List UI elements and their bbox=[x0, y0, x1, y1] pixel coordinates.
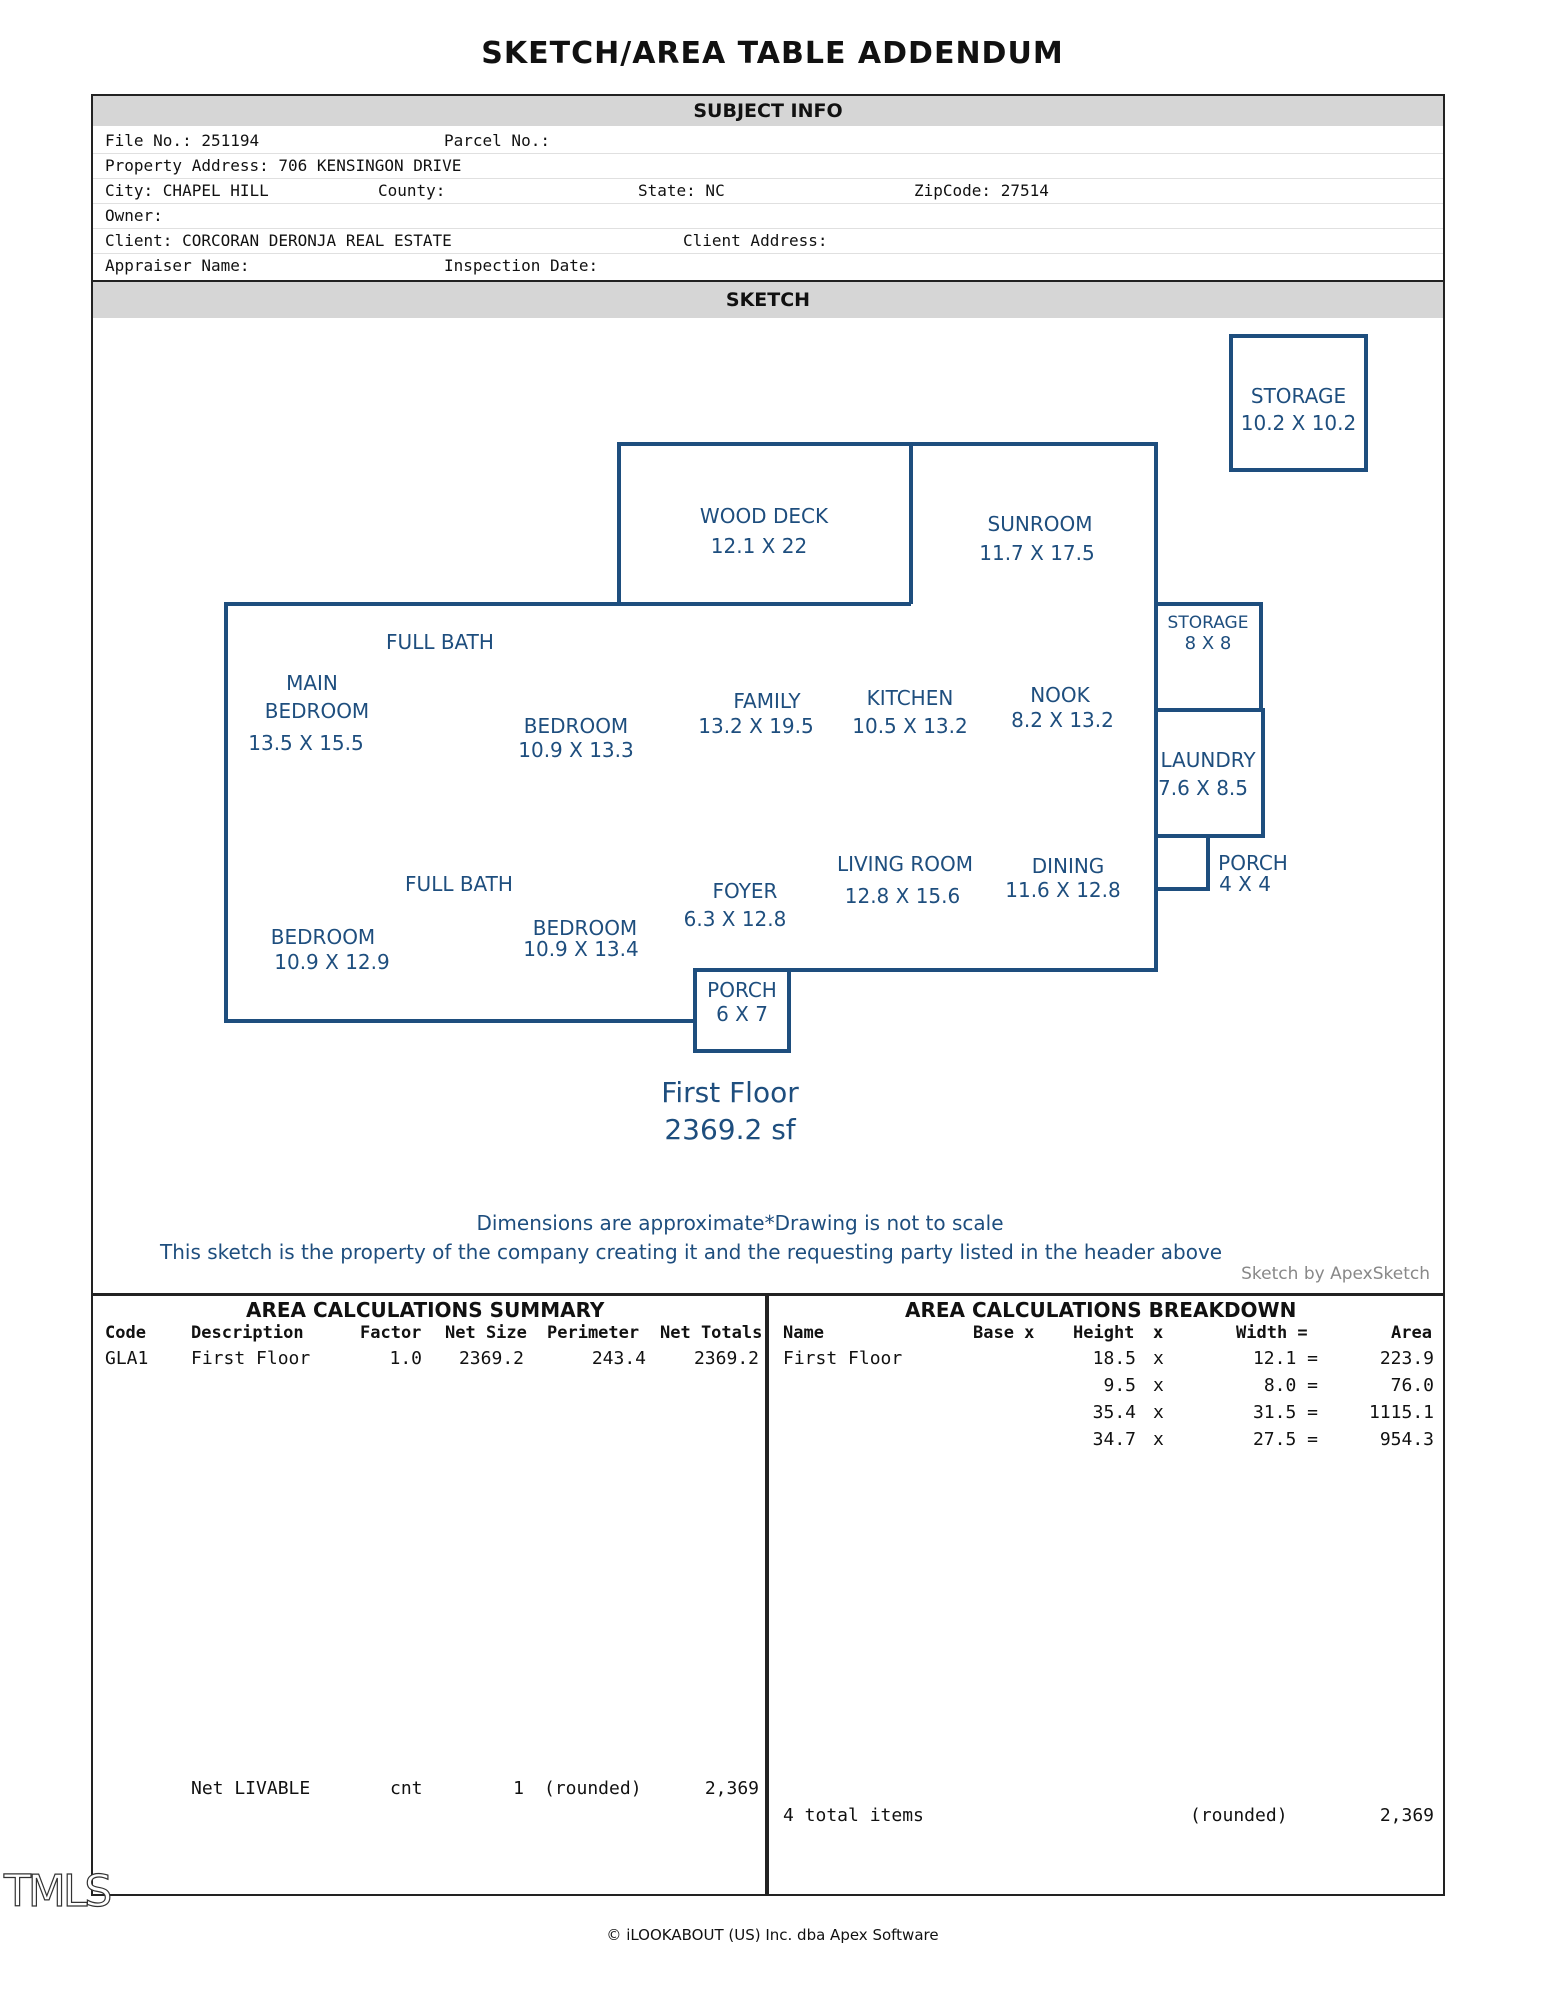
full-bath-2-label: FULL BATH bbox=[405, 872, 513, 896]
breakdown-total-items: 4 total items bbox=[783, 1805, 924, 1826]
laundry-dims: 7.6 X 8.5 bbox=[1157, 776, 1249, 800]
summary-factor: 1.0 bbox=[389, 1348, 422, 1369]
living-room-name: LIVING ROOM bbox=[836, 852, 974, 876]
summary-net-totals: 2369.2 bbox=[693, 1348, 759, 1369]
foyer-dims: 6.3 X 12.8 bbox=[683, 907, 787, 931]
bedroom-2-dims: 10.9 X 13.3 bbox=[518, 738, 634, 762]
nook-dims: 8.2 X 13.2 bbox=[1011, 708, 1114, 732]
dining-dims: 11.6 X 12.8 bbox=[1005, 878, 1121, 902]
sunroom-name: SUNROOM bbox=[987, 512, 1093, 536]
breakdown-col-base: Base x bbox=[973, 1323, 1035, 1343]
property-address: Property Address: 706 KENSINGON DRIVE bbox=[105, 156, 462, 175]
wood-deck-dims: 12.1 X 22 bbox=[710, 534, 808, 558]
breakdown-width: 31.5 = bbox=[1252, 1402, 1318, 1423]
summary-col-factor: Factor bbox=[360, 1323, 422, 1343]
summary-col-description: Description bbox=[191, 1323, 304, 1343]
nook-name: NOOK bbox=[1030, 683, 1090, 707]
summary-col-net-size: Net Size bbox=[445, 1323, 527, 1343]
breakdown-area: 223.9 bbox=[1379, 1348, 1434, 1369]
copyright-footer: © iLOOKABOUT (US) Inc. dba Apex Software bbox=[606, 1926, 939, 1944]
breakdown-name: First Floor bbox=[783, 1348, 903, 1369]
floor-area: 2369.2 sf bbox=[664, 1113, 796, 1146]
file-no: File No.: 251194 bbox=[105, 131, 260, 150]
sketch-note-property: This sketch is the property of the company creating it and the requesting party listed in the header above bbox=[160, 1240, 1223, 1264]
breakdown-col-width: Width = bbox=[1236, 1323, 1308, 1343]
tmls-watermark-logo bbox=[2, 1868, 152, 1912]
breakdown-x: x bbox=[1153, 1348, 1164, 1369]
summary-col-net-totals: Net Totals bbox=[660, 1323, 763, 1343]
main-house-bottom bbox=[789, 710, 1156, 970]
summary-heading: AREA CALCULATIONS SUMMARY bbox=[246, 1298, 605, 1322]
breakdown-col-area: Area bbox=[1391, 1323, 1432, 1343]
laundry-outline bbox=[1156, 710, 1263, 836]
summary-count: 1 bbox=[513, 1778, 524, 1799]
summary-description: First Floor bbox=[191, 1348, 311, 1369]
sketch-credit: Sketch by ApexSketch bbox=[1241, 1264, 1430, 1284]
zipcode: ZipCode: 27514 bbox=[914, 181, 1049, 200]
summary-code: GLA1 bbox=[105, 1348, 149, 1369]
parcel-no: Parcel No.: bbox=[444, 131, 550, 150]
summary-cnt-label: cnt bbox=[390, 1778, 423, 1799]
breakdown-x: x bbox=[1153, 1429, 1164, 1450]
subject-info-header: SUBJECT INFO bbox=[93, 96, 1443, 126]
family-dims: 13.2 X 19.5 bbox=[698, 714, 814, 738]
foyer-name: FOYER bbox=[712, 879, 778, 903]
breakdown-x: x bbox=[1153, 1402, 1164, 1423]
breakdown-height: 18.5 bbox=[1092, 1348, 1136, 1369]
summary-perimeter: 243.4 bbox=[591, 1348, 646, 1369]
kitchen-dims: 10.5 X 13.2 bbox=[852, 714, 968, 738]
state: State: NC bbox=[638, 181, 725, 200]
summary-col-code: Code bbox=[105, 1323, 146, 1343]
family-name: FAMILY bbox=[733, 689, 801, 713]
city: City: CHAPEL HILL bbox=[105, 181, 269, 200]
bedroom-2-name: BEDROOM bbox=[523, 714, 629, 738]
county: County: bbox=[378, 181, 446, 200]
full-bath-1-label: FULL BATH bbox=[386, 630, 494, 654]
storage-small-name: STORAGE bbox=[1167, 613, 1249, 633]
dining-name: DINING bbox=[1031, 854, 1105, 878]
breakdown-rounded: (rounded) bbox=[1190, 1805, 1288, 1826]
kitchen-name: KITCHEN bbox=[866, 686, 954, 710]
summary-total: 2,369 bbox=[704, 1778, 759, 1799]
breakdown-col-height: Height bbox=[1073, 1323, 1135, 1343]
wood-deck-name: WOOD DECK bbox=[699, 504, 829, 528]
sunroom-dims: 11.7 X 17.5 bbox=[979, 541, 1095, 565]
main-bedroom-dims: 13.5 X 15.5 bbox=[248, 731, 364, 755]
breakdown-width: 12.1 = bbox=[1252, 1348, 1318, 1369]
floor-label: First Floor bbox=[661, 1076, 799, 1109]
breakdown-width: 8.0 = bbox=[1263, 1375, 1318, 1396]
summary-rounded: (rounded) bbox=[544, 1778, 642, 1799]
summary-net-livable-label: Net LIVABLE bbox=[191, 1778, 311, 1799]
storage-detached-name: STORAGE bbox=[1250, 384, 1347, 408]
client: Client: CORCORAN DERONJA REAL ESTATE bbox=[105, 231, 452, 250]
main-bedroom-name-2: BEDROOM bbox=[264, 699, 370, 723]
porch-front-name: PORCH bbox=[707, 978, 777, 1002]
summary-net-size: 2369.2 bbox=[458, 1348, 524, 1369]
bedroom-4-dims: 10.9 X 13.4 bbox=[523, 937, 639, 961]
main-bedroom-name-1: MAIN bbox=[286, 671, 338, 695]
breakdown-width: 27.5 = bbox=[1252, 1429, 1318, 1450]
breakdown-heading: AREA CALCULATIONS BREAKDOWN bbox=[905, 1298, 1297, 1322]
table-column-divider bbox=[765, 1293, 769, 1895]
sunroom-outline bbox=[911, 444, 1156, 710]
breakdown-area: 1115.1 bbox=[1368, 1402, 1434, 1423]
breakdown-height: 34.7 bbox=[1092, 1429, 1136, 1450]
porch-side-dims: 4 X 4 bbox=[1219, 872, 1271, 896]
breakdown-col-name: Name bbox=[783, 1323, 824, 1343]
breakdown-total: 2,369 bbox=[1379, 1805, 1434, 1826]
owner: Owner: bbox=[105, 206, 163, 225]
sketch-header: SKETCH bbox=[93, 280, 1443, 318]
bedroom-3-name: BEDROOM bbox=[270, 925, 376, 949]
breakdown-x: x bbox=[1153, 1375, 1164, 1396]
bedroom-4-name: BEDROOM bbox=[532, 916, 638, 940]
breakdown-col-x: x bbox=[1153, 1323, 1164, 1343]
porch-side-name: PORCH bbox=[1218, 851, 1288, 875]
storage-detached-dims: 10.2 X 10.2 bbox=[1240, 411, 1357, 435]
breakdown-height: 35.4 bbox=[1092, 1402, 1136, 1423]
breakdown-area: 954.3 bbox=[1379, 1429, 1434, 1450]
bedroom-3-dims: 10.9 X 12.9 bbox=[274, 950, 390, 974]
summary-col-perimeter: Perimeter bbox=[547, 1323, 640, 1343]
breakdown-height: 9.5 bbox=[1103, 1375, 1136, 1396]
sketch-note-scale: Dimensions are approximate*Drawing is not to scale bbox=[476, 1211, 1004, 1235]
laundry-name: LAUNDRY bbox=[1160, 748, 1256, 772]
inspection-date: Inspection Date: bbox=[444, 256, 599, 275]
page-title: SKETCH/AREA TABLE ADDENDUM bbox=[481, 36, 1064, 71]
breakdown-area: 76.0 bbox=[1390, 1375, 1434, 1396]
client-address: Client Address: bbox=[683, 231, 828, 250]
porch-front-dims: 6 X 7 bbox=[716, 1002, 768, 1026]
appraiser-name: Appraiser Name: bbox=[105, 256, 250, 275]
storage-small-dims: 8 X 8 bbox=[1184, 633, 1232, 654]
living-room-dims: 12.8 X 15.6 bbox=[844, 884, 961, 908]
svg-text:TMLS: TMLS bbox=[4, 1868, 110, 1912]
